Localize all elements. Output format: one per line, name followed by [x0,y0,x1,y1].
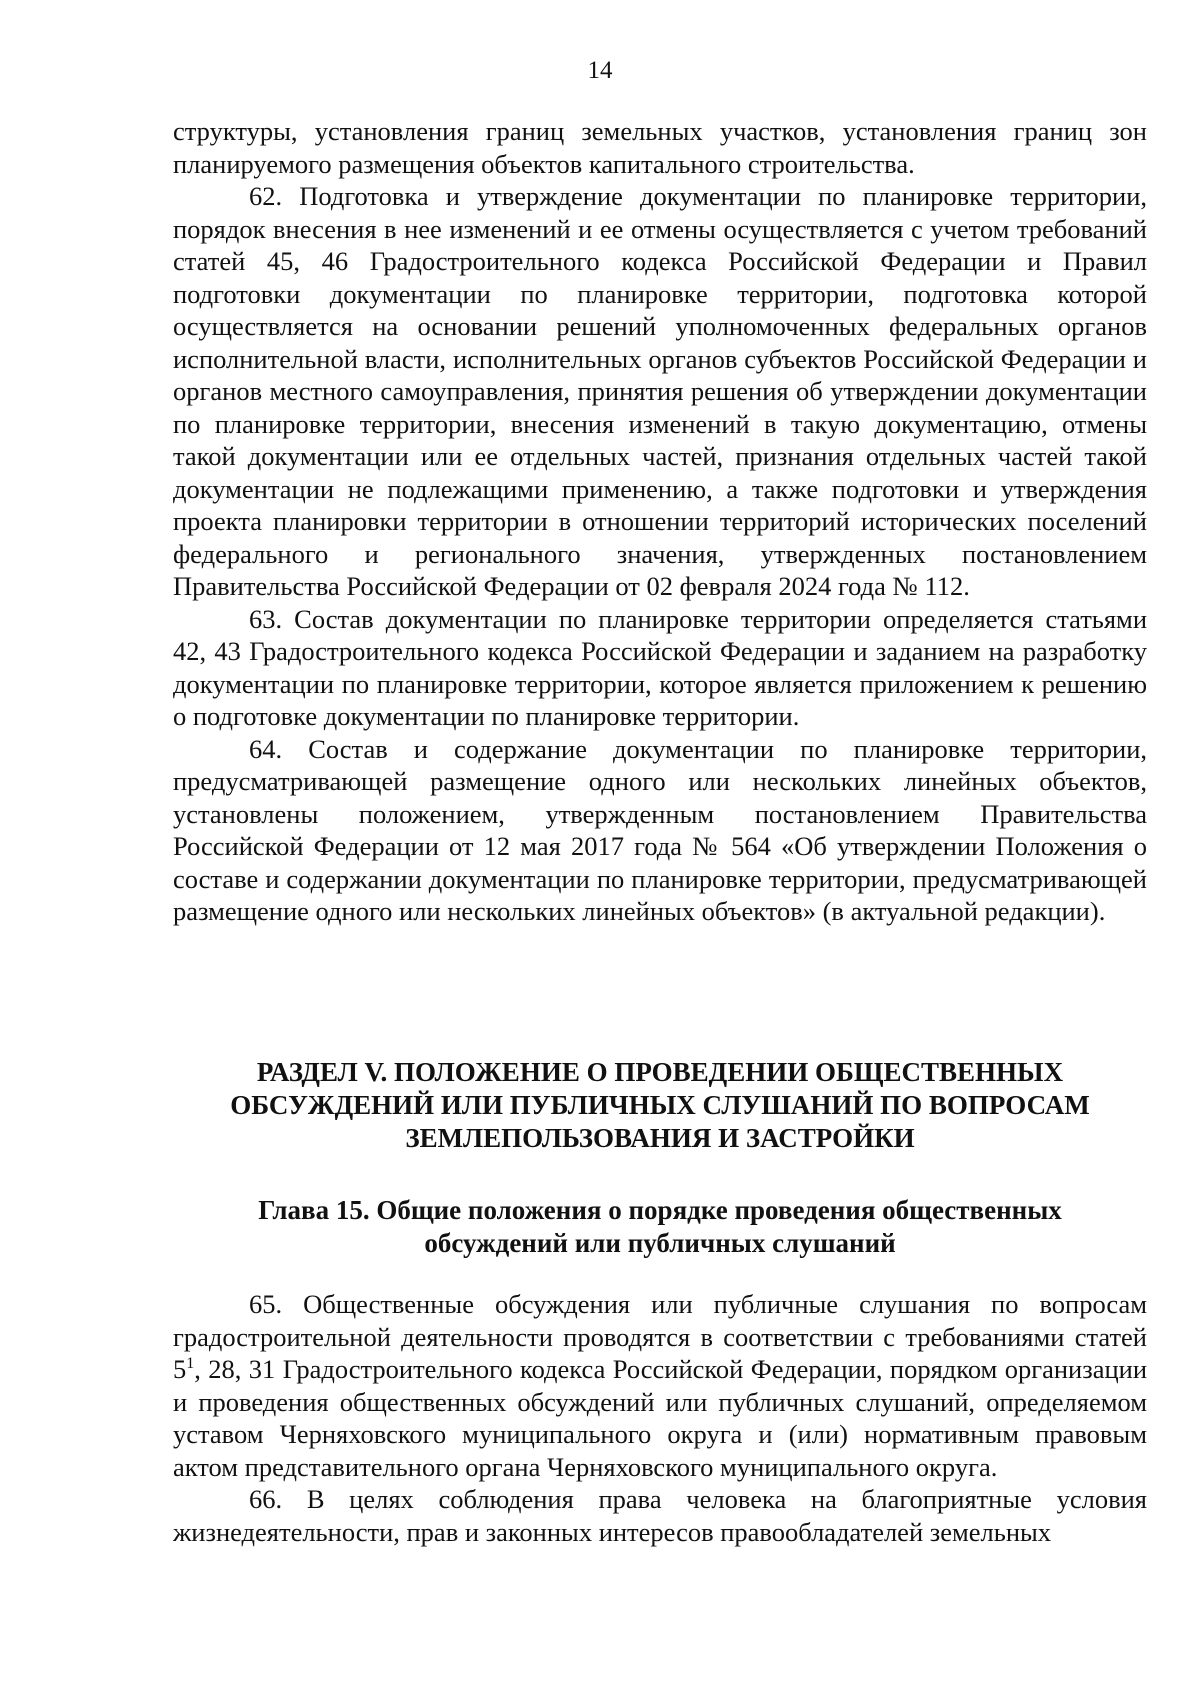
chapter-heading-line: Глава 15. Общие положения о порядке проведения общественных [258,1195,1062,1225]
chapter-heading [173,1194,1147,1260]
paragraph-65-part2: , 28, 31 Градостроительного кодекса Российской Федерации, порядком организации и проведения общественных обсуждений или публичных слушаний, определяемом уставом Черняховского муниципального округа и (или) нормативным правовым актом представительного органа Черняховского муниципального округа. [173,1354,1147,1482]
paragraph-continuation: структуры, установления границ земельных участков, установления границ зон планируемого размещения объектов капитального строительства. [173,116,1147,179]
paragraph-63: 63. Состав документации по планировке территории определяется статьями 42, 43 Градостроительного кодекса Российской Федерации и заданием на разработку документации по планировке территории, которое является приложением к решению о подготовке документации по планировке территории. [173,603,1147,731]
paragraph-64: 64. Состав и содержание документации по планировке территории, предусматривающей размещение одного или нескольких линейных объектов, установлены положением, утвержденным постановлением Правительства Российской Федерации от 12 мая 2017 года № 564 «Об утверждении Положения о составе и содержании документации по планировке территории, предусматривающей размещение одного или нескольких линейных объектов» (в актуальной редакции). [173,733,1147,926]
section-heading-line: ОБСУЖДЕНИЙ ИЛИ ПУБЛИЧНЫХ СЛУШАНИЙ ПО ВОПРОСАМ [230,1090,1090,1120]
paragraph-62: 62. Подготовка и утверждение документации по планировке территории, порядок внесения в нее изменений и ее отмены осуществляется с учетом требований статей 45, 46 Градостроительного кодекса Российской Федерации и Правил подготовки документации по планировке территории, подготовка которой осуществляется на основании решений уполномоченных федеральных органов исполнительной власти, исполнительных органов субъектов Российской Федерации и органов местного самоуправления, принятия решения об утверждении документации по планировке территории, внесения изменений в такую документацию, отмены такой документации или ее отдельных частей, признания отдельных частей такой документации не подлежащими применению, а также подготовки и утверждения проекта планировки территории в отношении территорий исторических поселений федерального и регионального значения, утвержденных постановлением Правительства Российской Федерации от 02 февраля 2024 года № 112. [173,181,1147,601]
paragraph-65 [173,1288,1147,1483]
section-heading-line: ЗЕМЛЕПОЛЬЗОВАНИЯ И ЗАСТРОЙКИ [405,1123,915,1153]
page-number: 14 [587,57,613,84]
superscript-index: 1 [186,1355,195,1373]
section-heading-line: РАЗДЕЛ V. ПОЛОЖЕНИЕ О ПРОВЕДЕНИИ ОБЩЕСТВЕННЫХ [256,1057,1064,1087]
paragraph-66: 66. В целях соблюдения права человека на благоприятные условия жизнедеятельности, прав и законных интересов правообладателей земельных [173,1484,1147,1547]
section-heading [173,1056,1147,1155]
chapter-heading-line: обсуждений или публичных слушаний [424,1228,896,1258]
paragraph-65-part1: 65. Общественные обсуждения или публичные слушания по вопросам градостроительной деятельности проводятся в соответствии с требованиями статей 5 [173,1289,1147,1384]
body-text-bottom [173,1288,1147,1548]
body-text-top [173,115,1147,928]
